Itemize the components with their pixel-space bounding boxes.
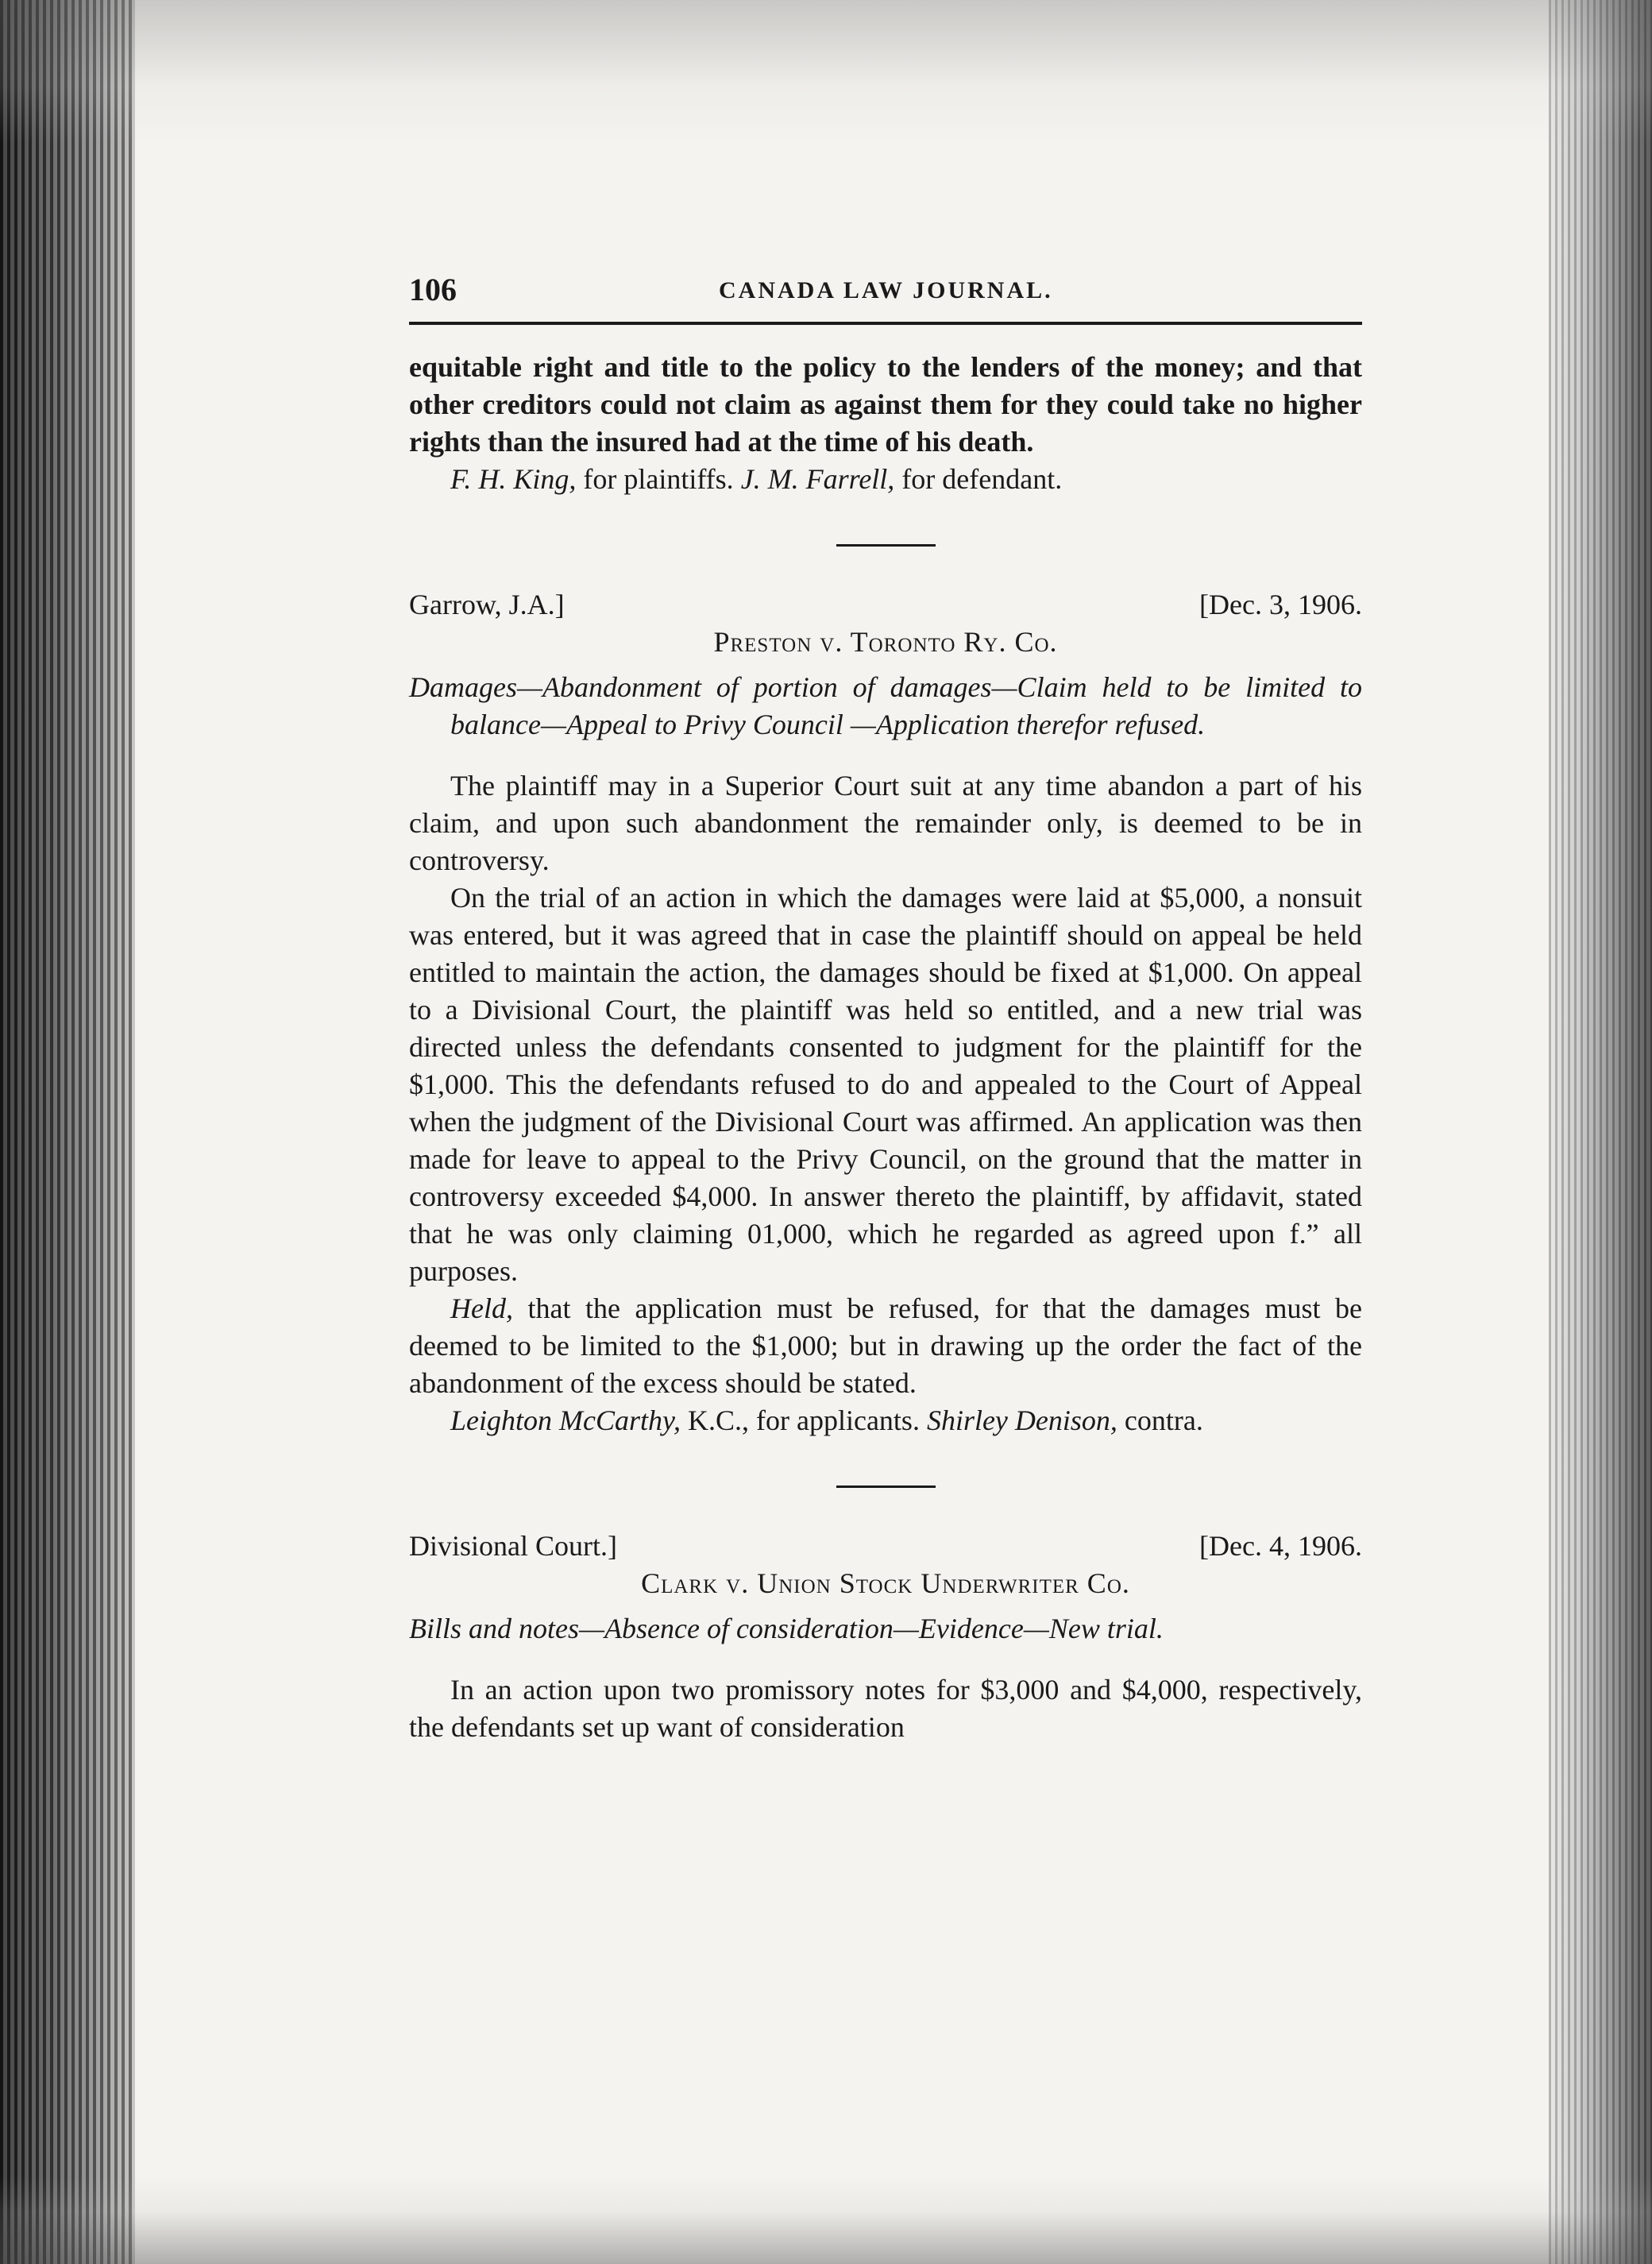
running-head bbox=[409, 266, 1362, 325]
case-headnote: Damages—Abandonment of portion of damages—Claim held to be limited to balance—Appeal to Privy Council —Application therefor refused. bbox=[409, 671, 1362, 740]
case-separator bbox=[836, 1486, 936, 1488]
case-paragraph: On the trial of an action in which the damages were laid at $5,000, a nonsuit was entered, but it was agreed that in case the plaintiff should on appeal be held entitled to maintain the action, the damages should be fixed at $1,000. On appeal to a Divisional Court, the plaintiff was held so entitled, and a new trial was directed unless the defendants consented to judgment for the plaintiff for the $1,000. This the defendants refused to do and appealed to the Court of Appeal when the judgment of the Divisional Court was affirmed. An application was then made for leave to appeal to the Privy Council, on the ground that the matter in controversy exceeded $4,000. In answer thereto the plaintiff, by affidavit, stated that he was only claiming 01,000, which he regarded as agreed upon f.” all purposes. bbox=[409, 882, 1362, 1287]
case-paragraph: The plaintiff may in a Superior Court suit at any time abandon a part of his claim, and upon such abandonment the remainder only, is deemed to be in controversy. bbox=[409, 770, 1362, 876]
held-text: that the application must be refused, for that the damages must be deemed to be limited to the $1,000; but in drawing up the order the fact of the abandonment of the excess should be stated. bbox=[409, 1292, 1362, 1399]
scan-noise-bottom bbox=[0, 2177, 1652, 2264]
page-number: 106 bbox=[409, 272, 457, 307]
scan-noise-top bbox=[0, 0, 1652, 143]
journal-page bbox=[409, 266, 1362, 1746]
held-paragraph bbox=[409, 1290, 1362, 1402]
counsel-role: K.C., for applicants. bbox=[681, 1404, 927, 1436]
counsel-name: Shirley Denison, bbox=[926, 1404, 1117, 1436]
book-edge-shadow-right bbox=[1549, 0, 1652, 2264]
journal-title: CANADA LAW JOURNAL. bbox=[719, 277, 1053, 303]
held-word: Held, bbox=[450, 1292, 513, 1324]
counsel-role: for plaintiffs. bbox=[576, 463, 741, 495]
counsel-name: Leighton McCarthy, bbox=[450, 1404, 681, 1436]
case-court-line bbox=[409, 1528, 1362, 1565]
decision-date: [Dec. 4, 1906. bbox=[1199, 1530, 1362, 1562]
case-paragraph: In an action upon two promissory notes for $3,000 and $4,000, respectively, the defendants set up want of consideration bbox=[409, 1674, 1362, 1743]
counsel-name: F. H. King, bbox=[450, 463, 577, 495]
counsel-role: for defendant. bbox=[894, 463, 1063, 495]
continuation-paragraph: equitable right and title to the policy to the lenders of the money; and that other creditors could not claim as against them for they could take no higher rights than the insured had at the time of his death. bbox=[409, 351, 1362, 458]
case-court-line bbox=[409, 586, 1362, 624]
decision-date: [Dec. 3, 1906. bbox=[1199, 589, 1362, 620]
case-separator bbox=[836, 544, 936, 547]
court-name: Divisional Court.] bbox=[409, 1530, 617, 1562]
case-counsel bbox=[409, 1402, 1362, 1439]
case-title: Clark v. Union Stock Underwriter Co. bbox=[641, 1567, 1130, 1599]
continuation-counsel bbox=[409, 461, 1362, 498]
case-title: Preston v. Toronto Ry. Co. bbox=[713, 626, 1058, 658]
counsel-role: contra. bbox=[1117, 1404, 1203, 1436]
counsel-name: J. M. Farrell, bbox=[740, 463, 895, 495]
case-headnote: Bills and notes—Absence of consideration—Evidence—New trial. bbox=[409, 1613, 1164, 1644]
court-name: Garrow, J.A.] bbox=[409, 589, 565, 620]
book-binding-shadow-left bbox=[0, 0, 135, 2264]
